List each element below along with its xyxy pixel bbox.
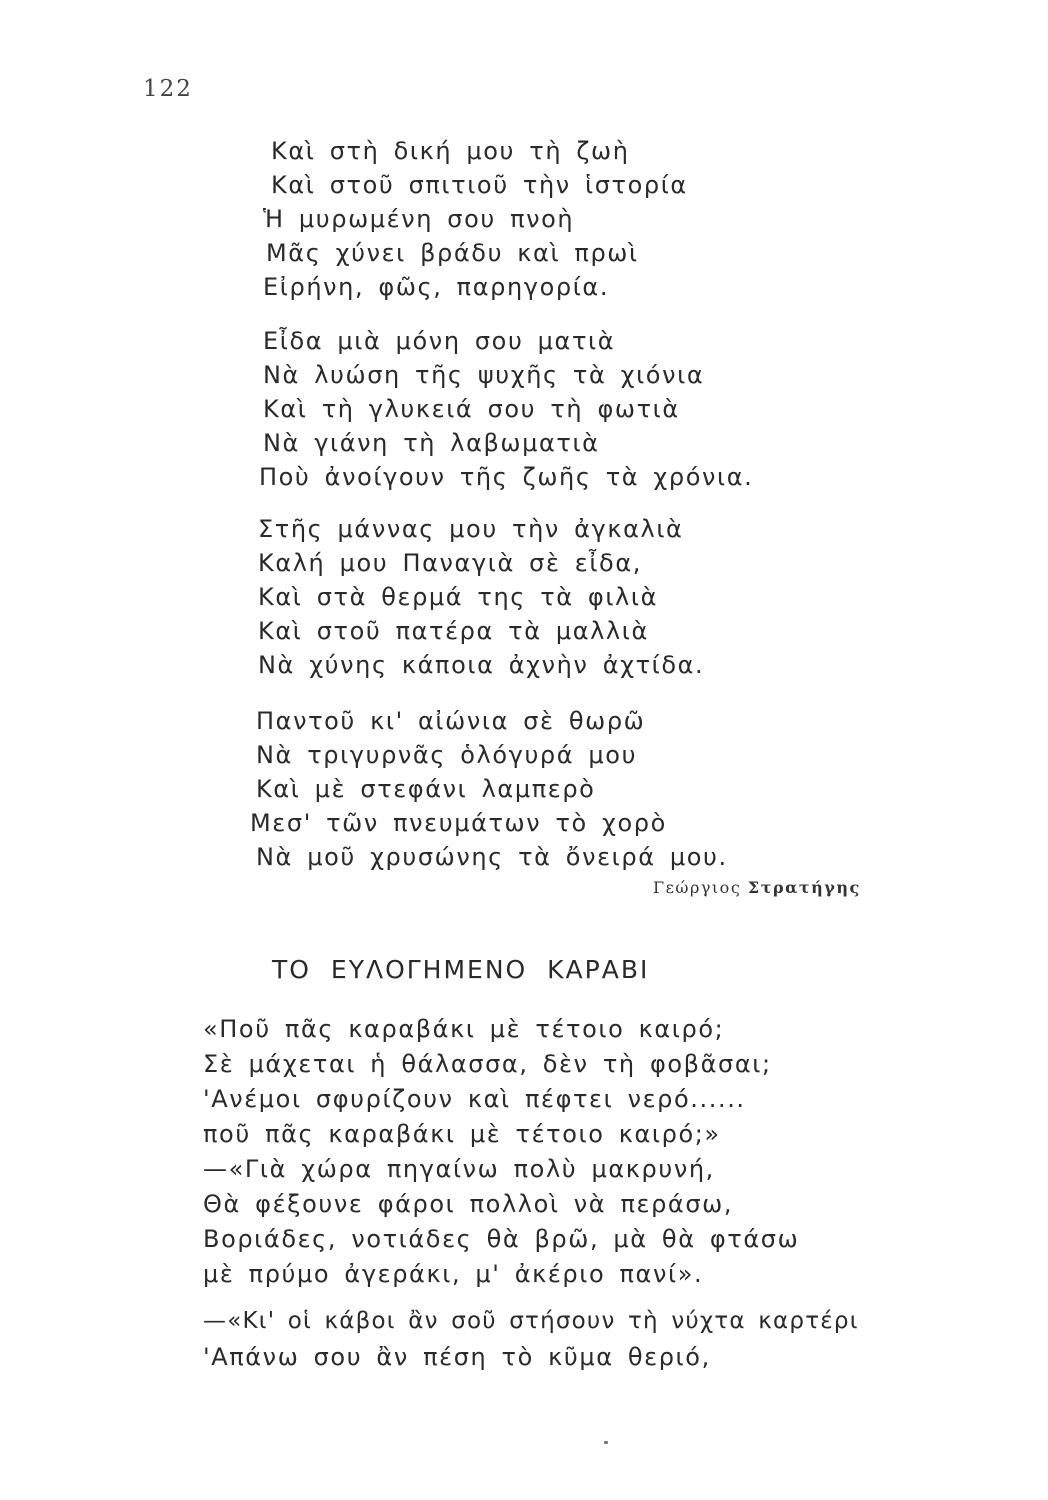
verse-line: 'Ανέμοι σφυρίζουν καὶ πέφτει νερό...... [203, 1085, 746, 1113]
verse-line: Μᾶς χύνει βράδυ καὶ πρωὶ [266, 239, 639, 267]
poem1-stanza-1 [263, 134, 688, 304]
author-last-name: Στρατήγης [747, 878, 861, 897]
verse-line: «Ποῦ πᾶς καραβάκι μὲ τέτοιο καιρό; [203, 1015, 725, 1043]
verse-line: Ἡ μυρωμένη σου πνοὴ [263, 205, 575, 233]
verse-line: Καὶ στὴ δική μου τὴ ζωὴ [271, 137, 630, 165]
poem1-stanza-4 [250, 704, 728, 874]
verse-line: Στῆς μάννας μου τὴν ἀγκαλιὰ [258, 515, 684, 543]
poem-title: ΤΟ ΕΥΛΟΓΗΜΕΝΟ ΚΑΡΑΒΙ [272, 955, 650, 984]
verse-line: Νὰ λυώση τῆς ψυχῆς τὰ χιόνια [263, 361, 705, 389]
verse-line: —«Γιὰ χώρα πηγαίνω πολὺ μακρυνή, [203, 1155, 715, 1183]
author-signature [653, 878, 861, 897]
verse-line: Νὰ γιάνη τὴ λαβωματιὰ [263, 429, 600, 457]
verse-line: Καὶ μὲ στεφάνι λαμπερὸ [256, 775, 596, 803]
poem1-stanza-3 [258, 512, 704, 682]
verse-line: Καὶ τὴ γλυκειά σου τὴ φωτιὰ [263, 395, 680, 423]
verse-line: Ποὺ ἀνοίγουν τῆς ζωῆς τὰ χρόνια. [259, 463, 754, 491]
verse-line: Εἰρήνη, φῶς, παρηγορία. [263, 273, 610, 301]
verse-line: Σὲ μάχεται ἡ θάλασσα, δὲν τὴ φοβᾶσαι; [203, 1050, 772, 1078]
verse-line: ποῦ πᾶς καραβάκι μὲ τέτοιο καιρό;» [203, 1120, 721, 1148]
verse-line: Νὰ μοῦ χρυσώνης τὰ ὄνειρά μου. [256, 843, 728, 871]
page-number: 122 [143, 76, 193, 102]
verse-line: Νὰ χύνης κάποια ἀχνὴν ἀχτίδα. [258, 651, 705, 679]
verse-line: —«Κι' οἱ κάβοι ἂν σοῦ στήσουν τὴ νύχτα καρτέρι [203, 1308, 859, 1334]
poem1-stanza-2 [259, 324, 754, 494]
author-first-name: Γεώργιος [653, 878, 742, 897]
verse-line: μὲ πρύμο ἀγεράκι, μ' ἀκέριο πανί». [203, 1260, 704, 1288]
poem2-stanza-2 [203, 1303, 859, 1375]
verse-line: Εἶδα μιὰ μόνη σου ματιὰ [263, 327, 616, 355]
verse-line: Καὶ στὰ θερμά της τὰ φιλιὰ [258, 583, 658, 611]
verse-line: Καλή μου Παναγιὰ σὲ εἶδα, [258, 549, 642, 577]
verse-line: 'Απάνω σου ἂν πέση τὸ κῦμα θεριό, [203, 1343, 711, 1371]
page-mark [604, 1441, 608, 1444]
verse-line: Καὶ στοῦ πατέρα τὰ μαλλιὰ [258, 617, 649, 645]
verse-line: Μεσ' τῶν πνευμάτων τὸ χορὸ [250, 809, 667, 837]
verse-line: Βοριάδες, νοτιάδες θὰ βρῶ, μὰ θὰ φτάσω [203, 1225, 800, 1253]
verse-line: Νὰ τριγυρνᾶς ὁλόγυρά μου [256, 741, 638, 769]
verse-line: Καὶ στοῦ σπιτιοῦ τὴν ἱστορία [271, 171, 688, 199]
verse-line: Παντοῦ κι' αἰώνια σὲ θωρῶ [256, 707, 646, 735]
verse-line: Θὰ φέξουνε φάροι πολλοὶ νὰ περάσω, [203, 1190, 734, 1218]
poem2-stanza-1 [203, 1012, 799, 1292]
